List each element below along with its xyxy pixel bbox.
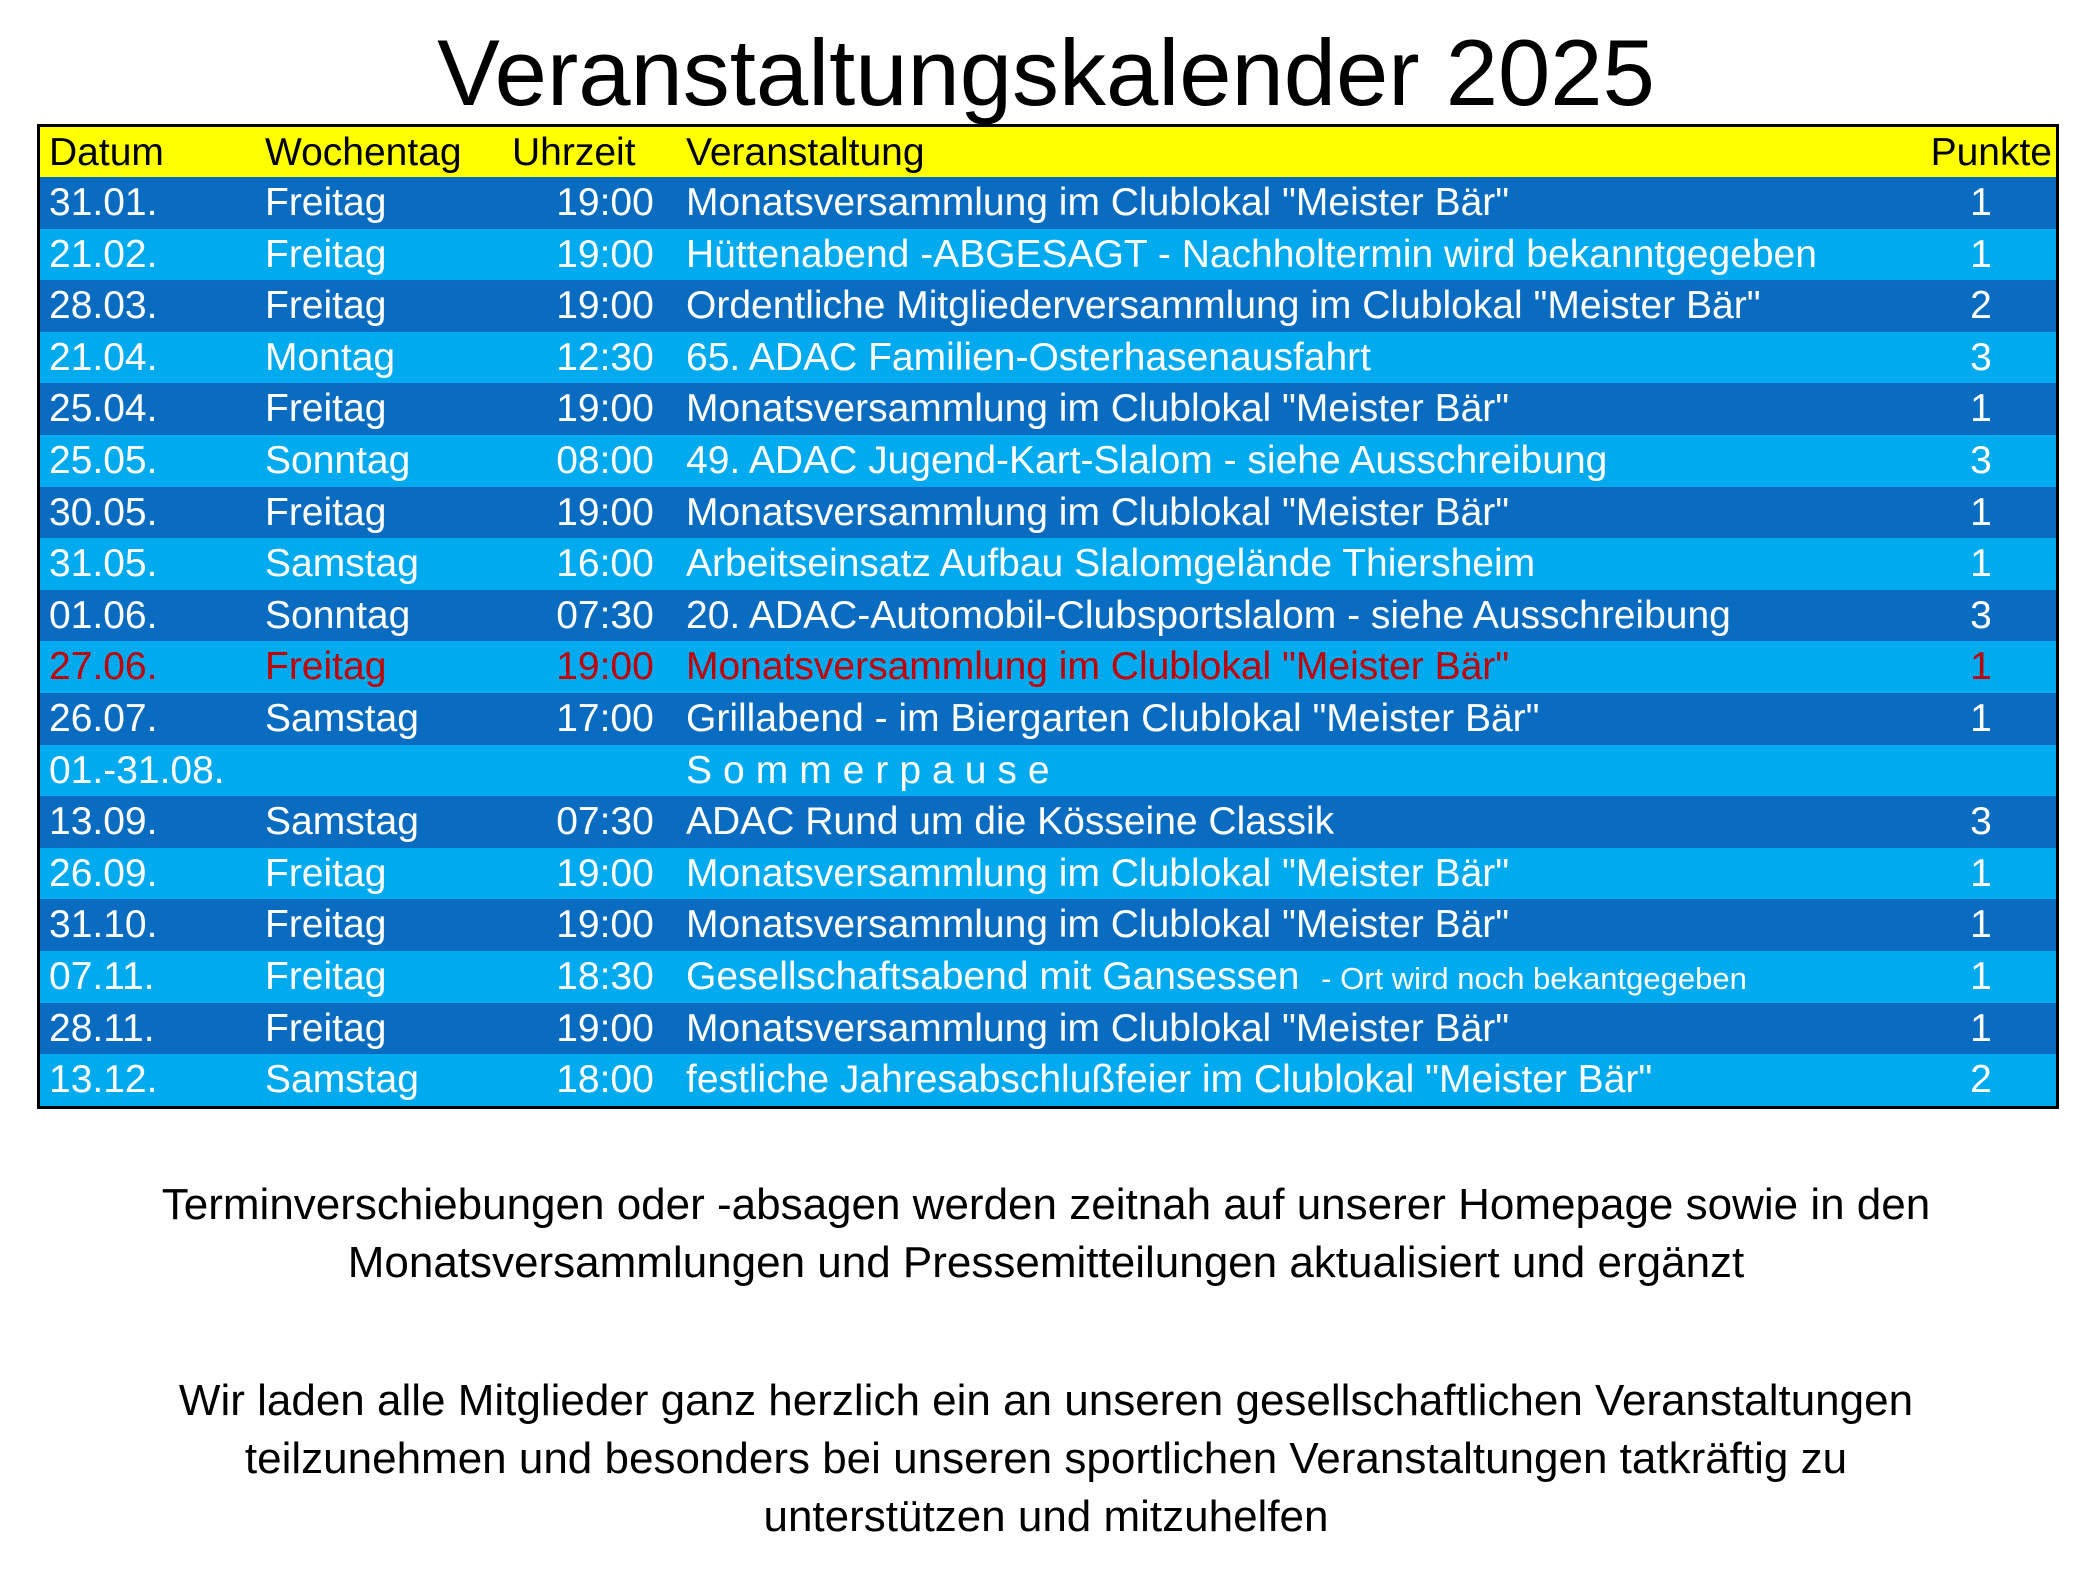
row-time: 19:00 [556, 851, 654, 895]
header-time: Uhrzeit [512, 131, 636, 174]
row-event: Monatsversammlung im Clublokal "Meister Bär" [686, 903, 1510, 947]
header-weekday: Wochentag [265, 131, 462, 174]
row-time: 17:00 [556, 696, 654, 740]
table-row [40, 280, 2056, 332]
row-event-title: Gesellschaftsabend mit Gansessen [686, 954, 1300, 998]
row-date: 27.06. [49, 645, 158, 689]
row-time: 19:00 [556, 232, 654, 276]
table-row [40, 590, 2056, 642]
row-time: 07:30 [556, 593, 654, 637]
row-weekday: Montag [265, 335, 396, 379]
schedule-change-notice [0, 1176, 2092, 1292]
row-time: 19:00 [556, 645, 654, 689]
events-table [37, 124, 2059, 1109]
table-header-row [40, 127, 2056, 177]
row-points: 1 [1970, 232, 1992, 276]
row-points: 1 [1970, 490, 1992, 534]
row-weekday: Sonntag [265, 593, 411, 637]
row-event: Hüttenabend -ABGESAGT - Nachholtermin wird bekanntgegeben [686, 232, 1817, 276]
row-event: festliche Jahresabschlußfeier im Clublokal "Meister Bär" [686, 1058, 1653, 1102]
row-event: Monatsversammlung im Clublokal "Meister Bär" [686, 851, 1510, 895]
row-date: 31.10. [49, 903, 158, 947]
row-event-note: - Ort wird noch bekantgegeben [1321, 960, 1747, 996]
row-points: 1 [1970, 645, 1992, 689]
table-row [40, 538, 2056, 590]
invite-line: Wir laden alle Mitglieder ganz herzlich ein an unseren gesellschaftlichen Veranstaltungen [178, 1376, 1914, 1425]
row-points: 3 [1970, 335, 1992, 379]
row-weekday: Samstag [265, 696, 419, 740]
row-date: 13.09. [49, 800, 158, 844]
row-event: Grillabend - im Biergarten Clublokal "Meister Bär" [686, 696, 1540, 740]
row-date: 28.11. [49, 1006, 155, 1050]
row-weekday: Freitag [265, 181, 387, 224]
row-date: 31.01. [49, 181, 158, 224]
row-time: 12:30 [556, 335, 654, 379]
row-date: 25.05. [49, 438, 158, 482]
row-event: Monatsversammlung im Clublokal "Meister Bär" [686, 1006, 1510, 1050]
row-weekday: Freitag [265, 1006, 387, 1050]
row-event: Monatsversammlung im Clublokal "Meister Bär" [686, 645, 1510, 689]
row-time: 19:00 [556, 1006, 654, 1050]
row-event: 49. ADAC Jugend-Kart-Slalom - siehe Ausschreibung [686, 438, 1608, 482]
row-time: 16:00 [556, 542, 654, 586]
row-points: 3 [1970, 593, 1992, 637]
row-weekday: Freitag [265, 903, 387, 947]
row-date: 26.07. [49, 696, 158, 740]
table-row [40, 693, 2056, 745]
row-date: 21.04. [49, 335, 158, 379]
row-event: Sommerpause [686, 748, 1061, 792]
row-time: 19:00 [556, 284, 654, 328]
row-weekday: Freitag [265, 490, 387, 534]
row-points: 1 [1970, 181, 1992, 224]
table-row [40, 1003, 2056, 1055]
row-event: ADAC Rund um die Kösseine Classik [686, 800, 1335, 844]
row-points: 3 [1970, 800, 1992, 844]
row-date: 31.05. [49, 542, 158, 586]
row-date: 21.02. [49, 232, 158, 276]
row-weekday: Freitag [265, 387, 387, 431]
row-event: Monatsversammlung im Clublokal "Meister Bär" [686, 387, 1510, 431]
header-event: Veranstaltung [686, 131, 925, 174]
header-date: Datum [49, 131, 164, 174]
table-row-summer-break [40, 745, 2056, 797]
row-weekday: Freitag [265, 284, 387, 328]
row-date: 13.12. [49, 1058, 158, 1102]
invite-line: teilzunehmen und besonders bei unseren sportlichen Veranstaltungen tatkräftig zu [244, 1434, 1848, 1483]
page-title: Veranstaltungskalender 2025 [437, 20, 1655, 125]
table-row-highlighted [40, 641, 2056, 693]
table-row [40, 848, 2056, 900]
header-points: Punkte [1930, 131, 2052, 174]
row-time: 19:00 [556, 490, 654, 534]
table-row [40, 899, 2056, 951]
table-row [40, 951, 2056, 1003]
table-row [40, 435, 2056, 487]
row-date: 01.06. [49, 593, 158, 637]
table-row [40, 383, 2056, 435]
row-points: 2 [1970, 284, 1992, 328]
row-points: 2 [1970, 1058, 1992, 1102]
table-row [40, 177, 2056, 229]
row-weekday: Sonntag [265, 438, 411, 482]
notice-line: Monatsversammlungen und Pressemitteilungen aktualisiert und ergänzt [347, 1238, 1745, 1287]
row-weekday: Freitag [265, 851, 387, 895]
row-points: 1 [1970, 954, 1992, 998]
row-event: 20. ADAC-Automobil-Clubsportslalom - siehe Ausschreibung [686, 593, 1731, 637]
row-date: 30.05. [49, 490, 158, 534]
row-date: 25.04. [49, 387, 158, 431]
row-weekday: Freitag [265, 954, 387, 998]
row-event [686, 951, 1747, 1005]
row-date: 01.-31.08. [49, 748, 225, 792]
row-time: 19:00 [556, 903, 654, 947]
row-points: 1 [1970, 542, 1992, 586]
row-event: Arbeitseinsatz Aufbau Slalomgelände Thiersheim [686, 542, 1536, 586]
row-date: 26.09. [49, 851, 158, 895]
row-event: 65. ADAC Familien-Osterhasenausfahrt [686, 335, 1371, 379]
row-points: 1 [1970, 387, 1992, 431]
row-time: 19:00 [556, 181, 654, 224]
row-date: 07.11. [49, 954, 155, 998]
table-row [40, 487, 2056, 539]
row-time: 07:30 [556, 800, 654, 844]
row-points: 1 [1970, 903, 1992, 947]
notice-line: Terminverschiebungen oder -absagen werden zeitnah auf unserer Homepage sowie in den [161, 1180, 1931, 1229]
row-weekday: Samstag [265, 542, 419, 586]
table-row [40, 796, 2056, 848]
row-date: 28.03. [49, 284, 158, 328]
table-row [40, 229, 2056, 281]
table-row [40, 1054, 2056, 1106]
row-points: 3 [1970, 438, 1992, 482]
row-weekday: Samstag [265, 1058, 419, 1102]
row-points: 1 [1970, 696, 1992, 740]
row-weekday: Freitag [265, 232, 387, 276]
table-row [40, 332, 2056, 384]
member-invitation [0, 1372, 2092, 1546]
row-event: Ordentliche Mitgliederversammlung im Clublokal "Meister Bär" [686, 284, 1761, 328]
row-time: 18:30 [556, 954, 654, 998]
row-weekday: Samstag [265, 800, 419, 844]
invite-line: unterstützen und mitzuhelfen [763, 1492, 1329, 1541]
row-time: 18:00 [556, 1058, 654, 1102]
row-event: Monatsversammlung im Clublokal "Meister Bär" [686, 490, 1510, 534]
row-points: 1 [1970, 1006, 1992, 1050]
row-points: 1 [1970, 851, 1992, 895]
row-weekday: Freitag [265, 645, 387, 689]
row-event: Monatsversammlung im Clublokal "Meister Bär" [686, 181, 1510, 224]
row-time: 08:00 [556, 438, 654, 482]
row-time: 19:00 [556, 387, 654, 431]
